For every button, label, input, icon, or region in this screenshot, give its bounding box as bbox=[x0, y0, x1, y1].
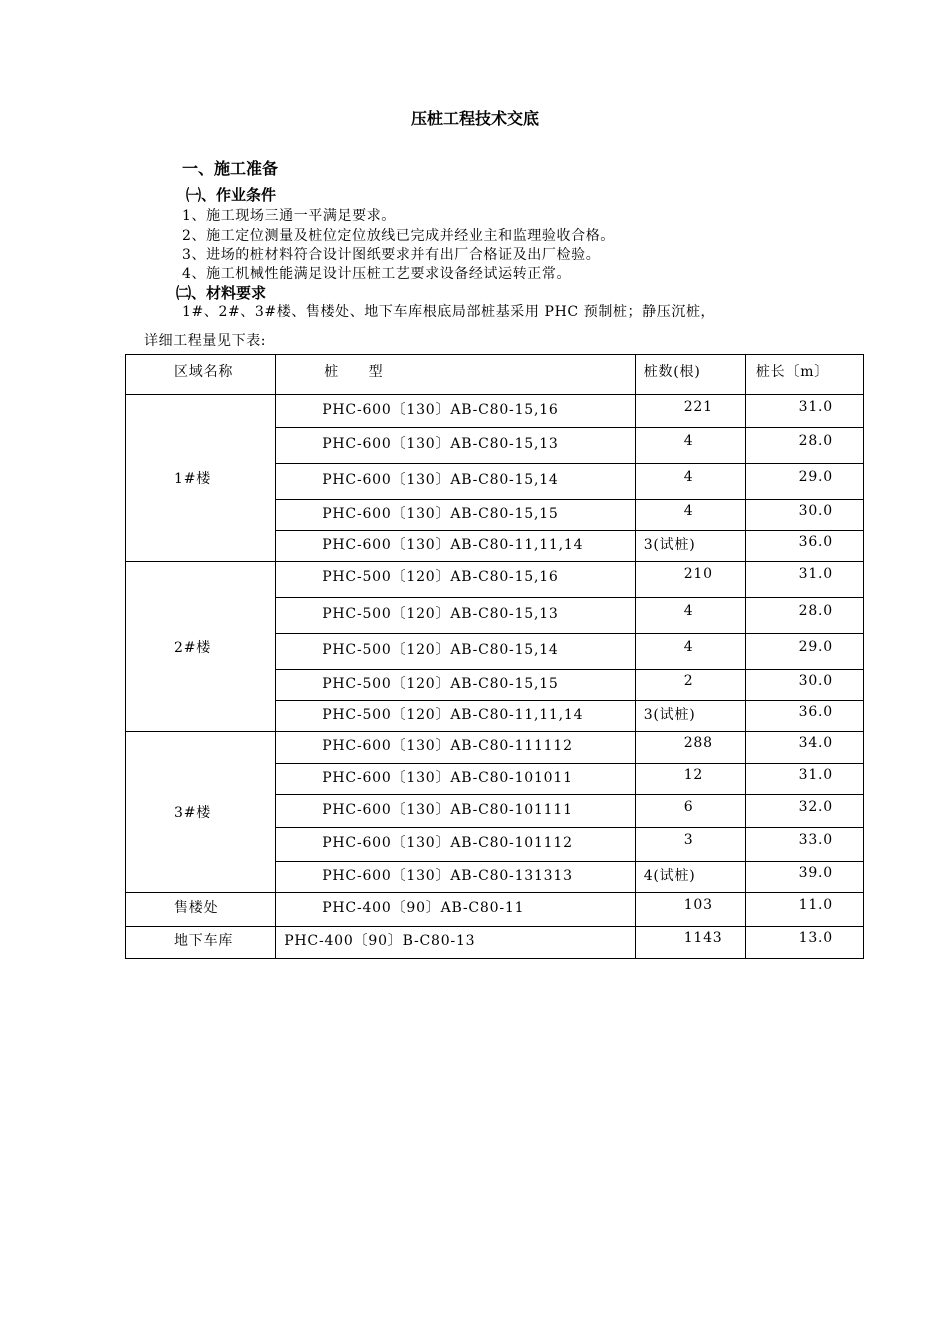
pile-type-cell: PHC-600〔130〕AB-C80-15,15 bbox=[276, 500, 635, 531]
pile-type-cell: PHC-600〔130〕AB-C80-111112 bbox=[276, 732, 635, 764]
pile-length-cell: 31.0 bbox=[745, 562, 863, 598]
pile-length-cell: 39.0 bbox=[745, 862, 863, 893]
pile-count-cell: 3(试桩) bbox=[635, 701, 745, 732]
pile-type-cell: PHC-500〔120〕AB-C80-15,13 bbox=[276, 598, 635, 634]
table-row bbox=[126, 395, 864, 428]
pile-length-cell: 31.0 bbox=[745, 395, 863, 428]
pile-count-cell: 3 bbox=[635, 828, 745, 862]
pile-count-cell: 4(试桩) bbox=[635, 862, 745, 893]
condition-item-3: 3、进场的桩材料符合设计图纸要求并有出厂合格证及出厂检验。 bbox=[182, 247, 601, 263]
table-row bbox=[126, 927, 864, 959]
condition-item-2: 2、施工定位测量及桩位定位放线已完成并经业主和监理验收合格。 bbox=[182, 228, 615, 244]
pile-type-cell: PHC-500〔120〕AB-C80-15,16 bbox=[276, 562, 635, 598]
section-heading-preparation: 一、施工准备 bbox=[182, 159, 279, 178]
pile-type-cell: PHC-600〔130〕AB-C80-101111 bbox=[276, 795, 635, 828]
header-pile-count: 桩数(根) bbox=[635, 355, 745, 395]
pile-type-cell: PHC-500〔120〕AB-C80-15,15 bbox=[276, 670, 635, 701]
pile-length-cell: 30.0 bbox=[745, 500, 863, 531]
pile-type-cell: PHC-600〔130〕AB-C80-11,11,14 bbox=[276, 531, 635, 562]
pile-type-cell: PHC-600〔130〕AB-C80-15,16 bbox=[276, 395, 635, 428]
condition-item-1: 1、施工现场三通一平满足要求。 bbox=[182, 208, 396, 224]
document-title: 压桩工程技术交底 bbox=[410, 109, 539, 128]
pile-length-cell: 29.0 bbox=[745, 634, 863, 670]
pile-count-cell: 12 bbox=[635, 764, 745, 795]
pile-length-cell: 28.0 bbox=[745, 598, 863, 634]
table-row bbox=[126, 562, 864, 598]
subsection-heading-conditions: ㈠、作业条件 bbox=[186, 186, 277, 204]
pile-length-cell: 34.0 bbox=[745, 732, 863, 764]
pile-count-cell: 4 bbox=[635, 428, 745, 464]
pile-count-cell: 288 bbox=[635, 732, 745, 764]
pile-length-cell: 36.0 bbox=[745, 531, 863, 562]
pile-length-cell: 11.0 bbox=[745, 893, 863, 927]
header-pile-type: 桩 型 bbox=[276, 355, 635, 395]
area-cell: 售楼处 bbox=[126, 893, 276, 927]
pile-count-cell: 3(试桩) bbox=[635, 531, 745, 562]
table-header-row bbox=[126, 355, 864, 395]
pile-length-cell: 32.0 bbox=[745, 795, 863, 828]
pile-count-cell: 221 bbox=[635, 395, 745, 428]
area-cell: 地下车库 bbox=[126, 927, 276, 959]
subsection-heading-materials: ㈡、材料要求 bbox=[176, 284, 267, 302]
pile-count-cell: 210 bbox=[635, 562, 745, 598]
pile-type-cell: PHC-400〔90〕B-C80-13 bbox=[276, 927, 635, 959]
header-pile-length: 桩长〔m〕 bbox=[745, 355, 863, 395]
pile-length-cell: 13.0 bbox=[745, 927, 863, 959]
pile-length-cell: 29.0 bbox=[745, 464, 863, 500]
pile-count-cell: 4 bbox=[635, 634, 745, 670]
area-cell: 2#楼 bbox=[126, 562, 276, 732]
table-row bbox=[126, 893, 864, 927]
pile-length-cell: 36.0 bbox=[745, 701, 863, 732]
pile-length-cell: 33.0 bbox=[745, 828, 863, 862]
header-area: 区域名称 bbox=[126, 355, 276, 395]
material-paragraph-line-2: 详细工程量见下表: bbox=[144, 333, 267, 349]
material-paragraph-line-1: 1#、2#、3#楼、售楼处、地下车库根底局部桩基采用 PHC 预制桩；静压沉桩， bbox=[182, 304, 716, 320]
pile-quantity-table bbox=[125, 354, 864, 959]
area-cell: 1#楼 bbox=[126, 395, 276, 562]
pile-type-cell: PHC-600〔130〕AB-C80-131313 bbox=[276, 862, 635, 893]
pile-length-cell: 30.0 bbox=[745, 670, 863, 701]
condition-item-4: 4、施工机械性能满足设计压桩工艺要求设备经试运转正常。 bbox=[182, 266, 572, 282]
pile-type-cell: PHC-400〔90〕AB-C80-11 bbox=[276, 893, 635, 927]
pile-count-cell: 2 bbox=[635, 670, 745, 701]
pile-count-cell: 4 bbox=[635, 598, 745, 634]
pile-length-cell: 31.0 bbox=[745, 764, 863, 795]
pile-type-cell: PHC-500〔120〕AB-C80-15,14 bbox=[276, 634, 635, 670]
pile-count-cell: 6 bbox=[635, 795, 745, 828]
pile-type-cell: PHC-500〔120〕AB-C80-11,11,14 bbox=[276, 701, 635, 732]
area-cell: 3#楼 bbox=[126, 732, 276, 893]
pile-type-cell: PHC-600〔130〕AB-C80-15,13 bbox=[276, 428, 635, 464]
pile-count-cell: 103 bbox=[635, 893, 745, 927]
pile-type-cell: PHC-600〔130〕AB-C80-101112 bbox=[276, 828, 635, 862]
pile-length-cell: 28.0 bbox=[745, 428, 863, 464]
pile-count-cell: 1143 bbox=[635, 927, 745, 959]
pile-type-cell: PHC-600〔130〕AB-C80-101011 bbox=[276, 764, 635, 795]
pile-count-cell: 4 bbox=[635, 464, 745, 500]
table-row bbox=[126, 732, 864, 764]
pile-count-cell: 4 bbox=[635, 500, 745, 531]
pile-type-cell: PHC-600〔130〕AB-C80-15,14 bbox=[276, 464, 635, 500]
